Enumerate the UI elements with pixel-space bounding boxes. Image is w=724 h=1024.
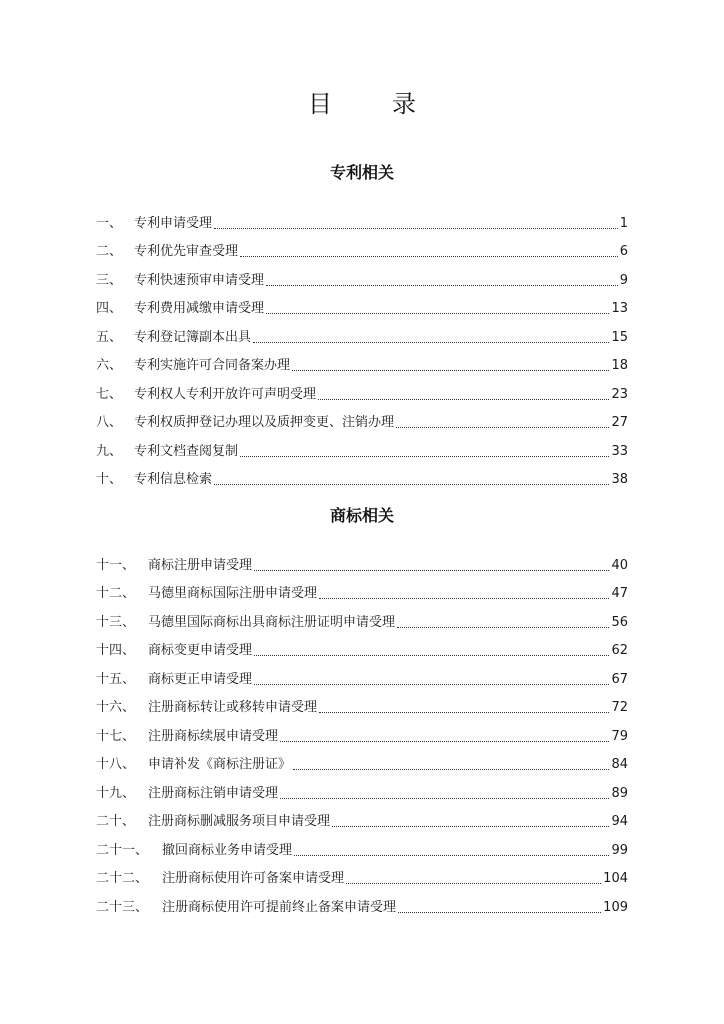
section-title-patent: 专利相关 (329, 163, 394, 182)
toc-entry[interactable] (96, 405, 628, 434)
dot-leader (214, 484, 609, 485)
dot-leader (293, 769, 609, 770)
toc-entry-page: 9 (619, 272, 628, 288)
toc-entry[interactable] (96, 804, 628, 833)
toc-entry-number: 八、 (96, 415, 123, 430)
dot-leader (346, 883, 601, 884)
toc-entry-page: 62 (611, 643, 628, 658)
toc-entry-label: 专利费用减缴申请受理 (134, 301, 265, 316)
toc-entry[interactable] (96, 832, 628, 861)
toc-entry-page: 15 (611, 329, 628, 345)
toc-entry-number: 十六、 (96, 700, 136, 715)
toc-entry[interactable] (96, 547, 628, 576)
toc-entry-page: 99 (611, 842, 628, 858)
toc-list-trademark (96, 547, 628, 918)
dot-leader (254, 684, 609, 685)
dot-leader (398, 912, 601, 913)
toc-entry-number: 十五、 (96, 671, 136, 687)
section-title-trademark: 商标相关 (329, 506, 394, 525)
toc-entry-label: 申请补发《商标注册证》 (148, 757, 292, 772)
toc-entry[interactable] (96, 861, 628, 890)
toc-entry-page: 27 (611, 415, 628, 430)
toc-entry-number: 十八、 (96, 757, 136, 772)
toc-list-patent (96, 205, 628, 490)
toc-entry[interactable] (96, 690, 628, 719)
toc-entry-page: 13 (611, 301, 628, 316)
toc-entry[interactable] (96, 376, 628, 405)
dot-leader (396, 427, 609, 428)
toc-entry[interactable] (96, 576, 628, 605)
dot-leader (254, 570, 609, 571)
toc-entry-number: 七、 (96, 386, 123, 402)
toc-entry-label: 专利权质押登记办理以及质押变更、注销办理 (134, 415, 395, 430)
toc-entry-label: 注册商标使用许可备案申请受理 (162, 871, 345, 886)
toc-entry-number: 十、 (96, 472, 123, 487)
toc-entry-page: 38 (611, 472, 628, 487)
toc-entry-label: 注册商标转让或移转申请受理 (148, 700, 318, 715)
toc-entry-label: 专利信息检索 (134, 472, 213, 487)
toc-entry[interactable] (96, 604, 628, 633)
toc-entry-number: 十二、 (96, 586, 136, 601)
toc-entry-label: 专利权人专利开放许可声明受理 (134, 386, 317, 402)
toc-entry-number: 五、 (96, 329, 123, 345)
toc-entry-page: 47 (611, 586, 628, 601)
dot-leader (319, 712, 609, 713)
dot-leader (332, 826, 609, 827)
toc-entry-page: 79 (611, 728, 628, 744)
dot-leader (280, 798, 609, 799)
toc-entry[interactable] (96, 718, 628, 747)
toc-entry-page: 40 (611, 557, 628, 573)
toc-entry-number: 十七、 (96, 728, 136, 744)
toc-entry-number: 九、 (96, 443, 123, 459)
toc-entry-label: 注册商标删减服务项目申请受理 (148, 814, 331, 829)
dot-leader (254, 655, 609, 656)
dot-leader (266, 285, 618, 286)
toc-entry-number: 二十二、 (96, 871, 149, 886)
toc-entry-page: 18 (611, 358, 628, 373)
toc-entry[interactable] (96, 205, 628, 234)
toc-entry-label: 商标更正申请受理 (148, 671, 253, 687)
toc-entry-number: 四、 (96, 301, 123, 316)
toc-entry-number: 二十三、 (96, 899, 149, 915)
toc-entry[interactable] (96, 234, 628, 263)
toc-entry-number: 十四、 (96, 643, 136, 658)
toc-entry-number: 十九、 (96, 785, 136, 801)
toc-entry-number: 六、 (96, 358, 123, 373)
dot-leader (318, 399, 609, 400)
toc-entry[interactable] (96, 889, 628, 918)
dot-leader (294, 855, 609, 856)
toc-entry-number: 十三、 (96, 614, 136, 630)
toc-entry[interactable] (96, 747, 628, 776)
toc-entry[interactable] (96, 633, 628, 662)
dot-leader (253, 342, 609, 343)
dot-leader (397, 627, 609, 628)
toc-entry[interactable] (96, 775, 628, 804)
dot-leader (266, 313, 609, 314)
toc-entry-label: 专利文档查阅复制 (134, 443, 239, 459)
dot-leader (240, 256, 618, 257)
toc-entry-label: 注册商标注销申请受理 (148, 785, 279, 801)
toc-entry-label: 商标注册申请受理 (148, 557, 253, 573)
page-title: 目 录 (308, 90, 434, 118)
dot-leader (280, 741, 609, 742)
toc-entry-label: 撤回商标业务申请受理 (162, 842, 293, 858)
toc-entry[interactable] (96, 262, 628, 291)
toc-entry-page: 6 (619, 244, 628, 259)
toc-entry-number: 三、 (96, 272, 123, 288)
toc-entry-number: 二十、 (96, 814, 136, 829)
toc-entry-label: 专利登记簿副本出具 (134, 329, 252, 345)
toc-entry-label: 商标变更申请受理 (148, 643, 253, 658)
toc-entry-number: 二、 (96, 244, 123, 259)
toc-entry-page: 84 (611, 757, 628, 772)
toc-entry-page: 109 (603, 899, 628, 915)
toc-entry[interactable] (96, 661, 628, 690)
toc-entry-label: 马德里国际商标出具商标注册证明申请受理 (148, 614, 396, 630)
toc-entry-label: 注册商标使用许可提前终止备案申请受理 (162, 899, 397, 915)
toc-entry[interactable] (96, 291, 628, 320)
toc-entry-page: 94 (611, 814, 628, 829)
toc-entry-number: 一、 (96, 215, 123, 231)
toc-entry[interactable] (96, 348, 628, 377)
toc-entry[interactable] (96, 319, 628, 348)
toc-entry-page: 23 (611, 386, 628, 402)
toc-entry-page: 72 (611, 700, 628, 715)
toc-entry-page: 1 (619, 215, 628, 231)
toc-entry-page: 89 (611, 785, 628, 801)
toc-entry-number: 十一、 (96, 557, 136, 573)
dot-leader (240, 456, 609, 457)
dot-leader (292, 370, 609, 371)
toc-entry-label: 专利实施许可合同备案办理 (134, 358, 291, 373)
dot-leader (214, 228, 618, 229)
toc-entry[interactable] (96, 433, 628, 462)
toc-entry-number: 二十一、 (96, 842, 149, 858)
toc-entry-label: 专利快速预审申请受理 (134, 272, 265, 288)
toc-entry-page: 33 (611, 443, 628, 459)
toc-entry-label: 专利申请受理 (134, 215, 213, 231)
toc-entry-page: 104 (603, 871, 628, 886)
toc-entry-label: 专利优先审查受理 (134, 244, 239, 259)
toc-entry[interactable] (96, 462, 628, 491)
toc-entry-page: 67 (611, 671, 628, 687)
toc-entry-label: 注册商标续展申请受理 (148, 728, 279, 744)
toc-entry-label: 马德里商标国际注册申请受理 (148, 586, 318, 601)
toc-entry-page: 56 (611, 614, 628, 630)
dot-leader (319, 598, 609, 599)
